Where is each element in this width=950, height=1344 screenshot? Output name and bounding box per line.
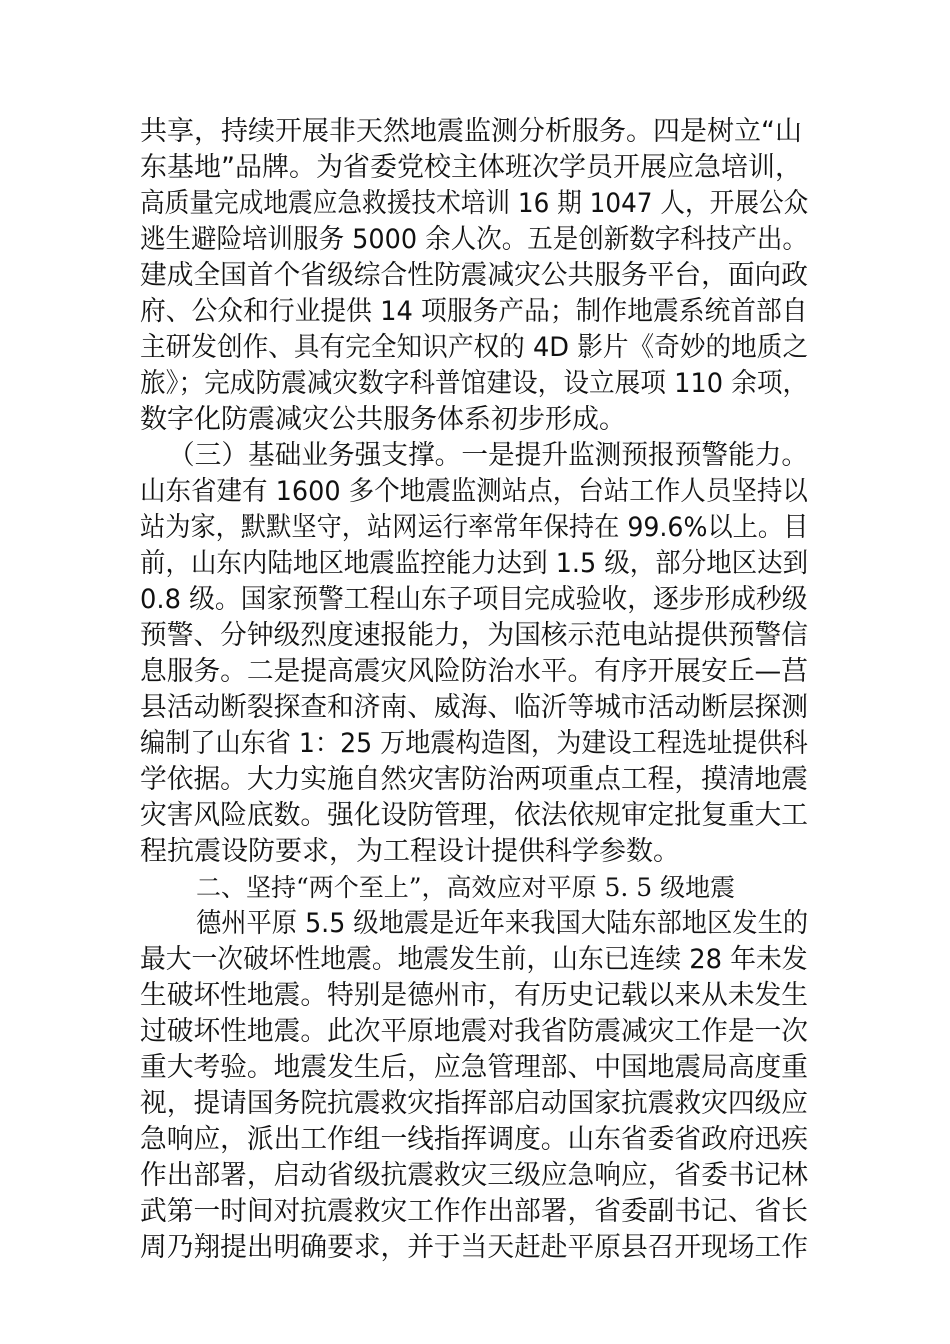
text-line: 最大一次破坏性地震。地震发生前，山东已连续 28 年未发 — [140, 944, 808, 975]
text-line: 武第一时间对抗震救灾工作作出部署，省委副书记、省长 — [140, 1196, 808, 1227]
text-line: 府、公众和行业提供 14 项服务产品；制作地震系统首部自 — [140, 296, 808, 327]
text-line: 建成全国首个省级综合性防震减灾公共服务平台，面向政 — [140, 260, 808, 291]
text-line: 周乃翔提出明确要求，并于当天赶赴平原县召开现场工作 — [140, 1232, 808, 1263]
text-line: 0.8 级。国家预警工程山东子项目完成验收，逐步形成秒级 — [140, 584, 808, 615]
text-line: 县活动断裂探查和济南、威海、临沂等城市活动断层探测 — [140, 692, 808, 723]
text-line: 编制了山东省 1：25 万地震构造图，为建设工程选址提供科 — [140, 728, 808, 759]
text-line: 灾害风险底数。强化设防管理，依法依规审定批复重大工 — [140, 800, 808, 831]
text-line: 学依据。大力实施自然灾害防治两项重点工程，摸清地震 — [140, 764, 808, 795]
text-line: 站为家，默默坚守，站网运行率常年保持在 99.6%以上。目 — [140, 512, 809, 543]
text-line: 主研发创作、具有完全知识产权的 4D 影片《奇妙的地质之 — [140, 332, 809, 363]
text-line: 视，提请国务院抗震救灾指挥部启动国家抗震救灾四级应 — [140, 1088, 808, 1119]
text-line: 重大考验。地震发生后，应急管理部、中国地震局高度重 — [140, 1052, 808, 1083]
text-line: 德州平原 5.5 级地震是近年来我国大陆东部地区发生的 — [196, 908, 809, 939]
text-line: 旅》；完成防震减灾数字科普馆建设，设立展项 110 余项， — [140, 368, 809, 399]
text-line: 逃生避险培训服务 5000 余人次。五是创新数字科技产出。 — [140, 224, 808, 255]
text-line: 息服务。二是提高震灾风险防治水平。有序开展安丘—莒 — [140, 656, 808, 687]
text-line: 山东省建有 1600 多个地震监测站点，台站工作人员坚持以 — [140, 476, 808, 507]
text-line: 数字化防震减灾公共服务体系初步形成。 — [140, 404, 626, 435]
text-line: 共享，持续开展非天然地震监测分析服务。四是树立“山 — [140, 116, 802, 147]
text-line: 预警、分钟级烈度速报能力，为国核示范电站提供预警信 — [140, 620, 808, 651]
text-line: 生破坏性地震。特别是德州市，有历史记载以来从未发生 — [140, 980, 808, 1011]
chapter-heading: 二、坚持“两个至上”，高效应对平原 5. 5 级地震 — [196, 873, 736, 902]
section-heading: （三）基础业务强支撑。一是提升监测预报预警能力。 — [168, 440, 809, 471]
text-line: 高质量完成地震应急救援技术培训 16 期 1047 人，开展公众 — [140, 188, 809, 219]
text-line: 急响应，派出工作组一线指挥调度。山东省委省政府迅疾 — [140, 1124, 808, 1155]
text-line: 程抗震设防要求，为工程设计提供科学参数。 — [140, 836, 680, 867]
text-line: 前，山东内陆地区地震监控能力达到 1.5 级，部分地区达到 — [140, 548, 809, 579]
text-line: 东基地”品牌。为省委党校主体班次学员开展应急培训， — [140, 152, 802, 183]
text-line: 作出部署，启动省级抗震救灾三级应急响应，省委书记林 — [140, 1160, 808, 1191]
text-line: 过破坏性地震。此次平原地震对我省防震减灾工作是一次 — [140, 1016, 808, 1047]
